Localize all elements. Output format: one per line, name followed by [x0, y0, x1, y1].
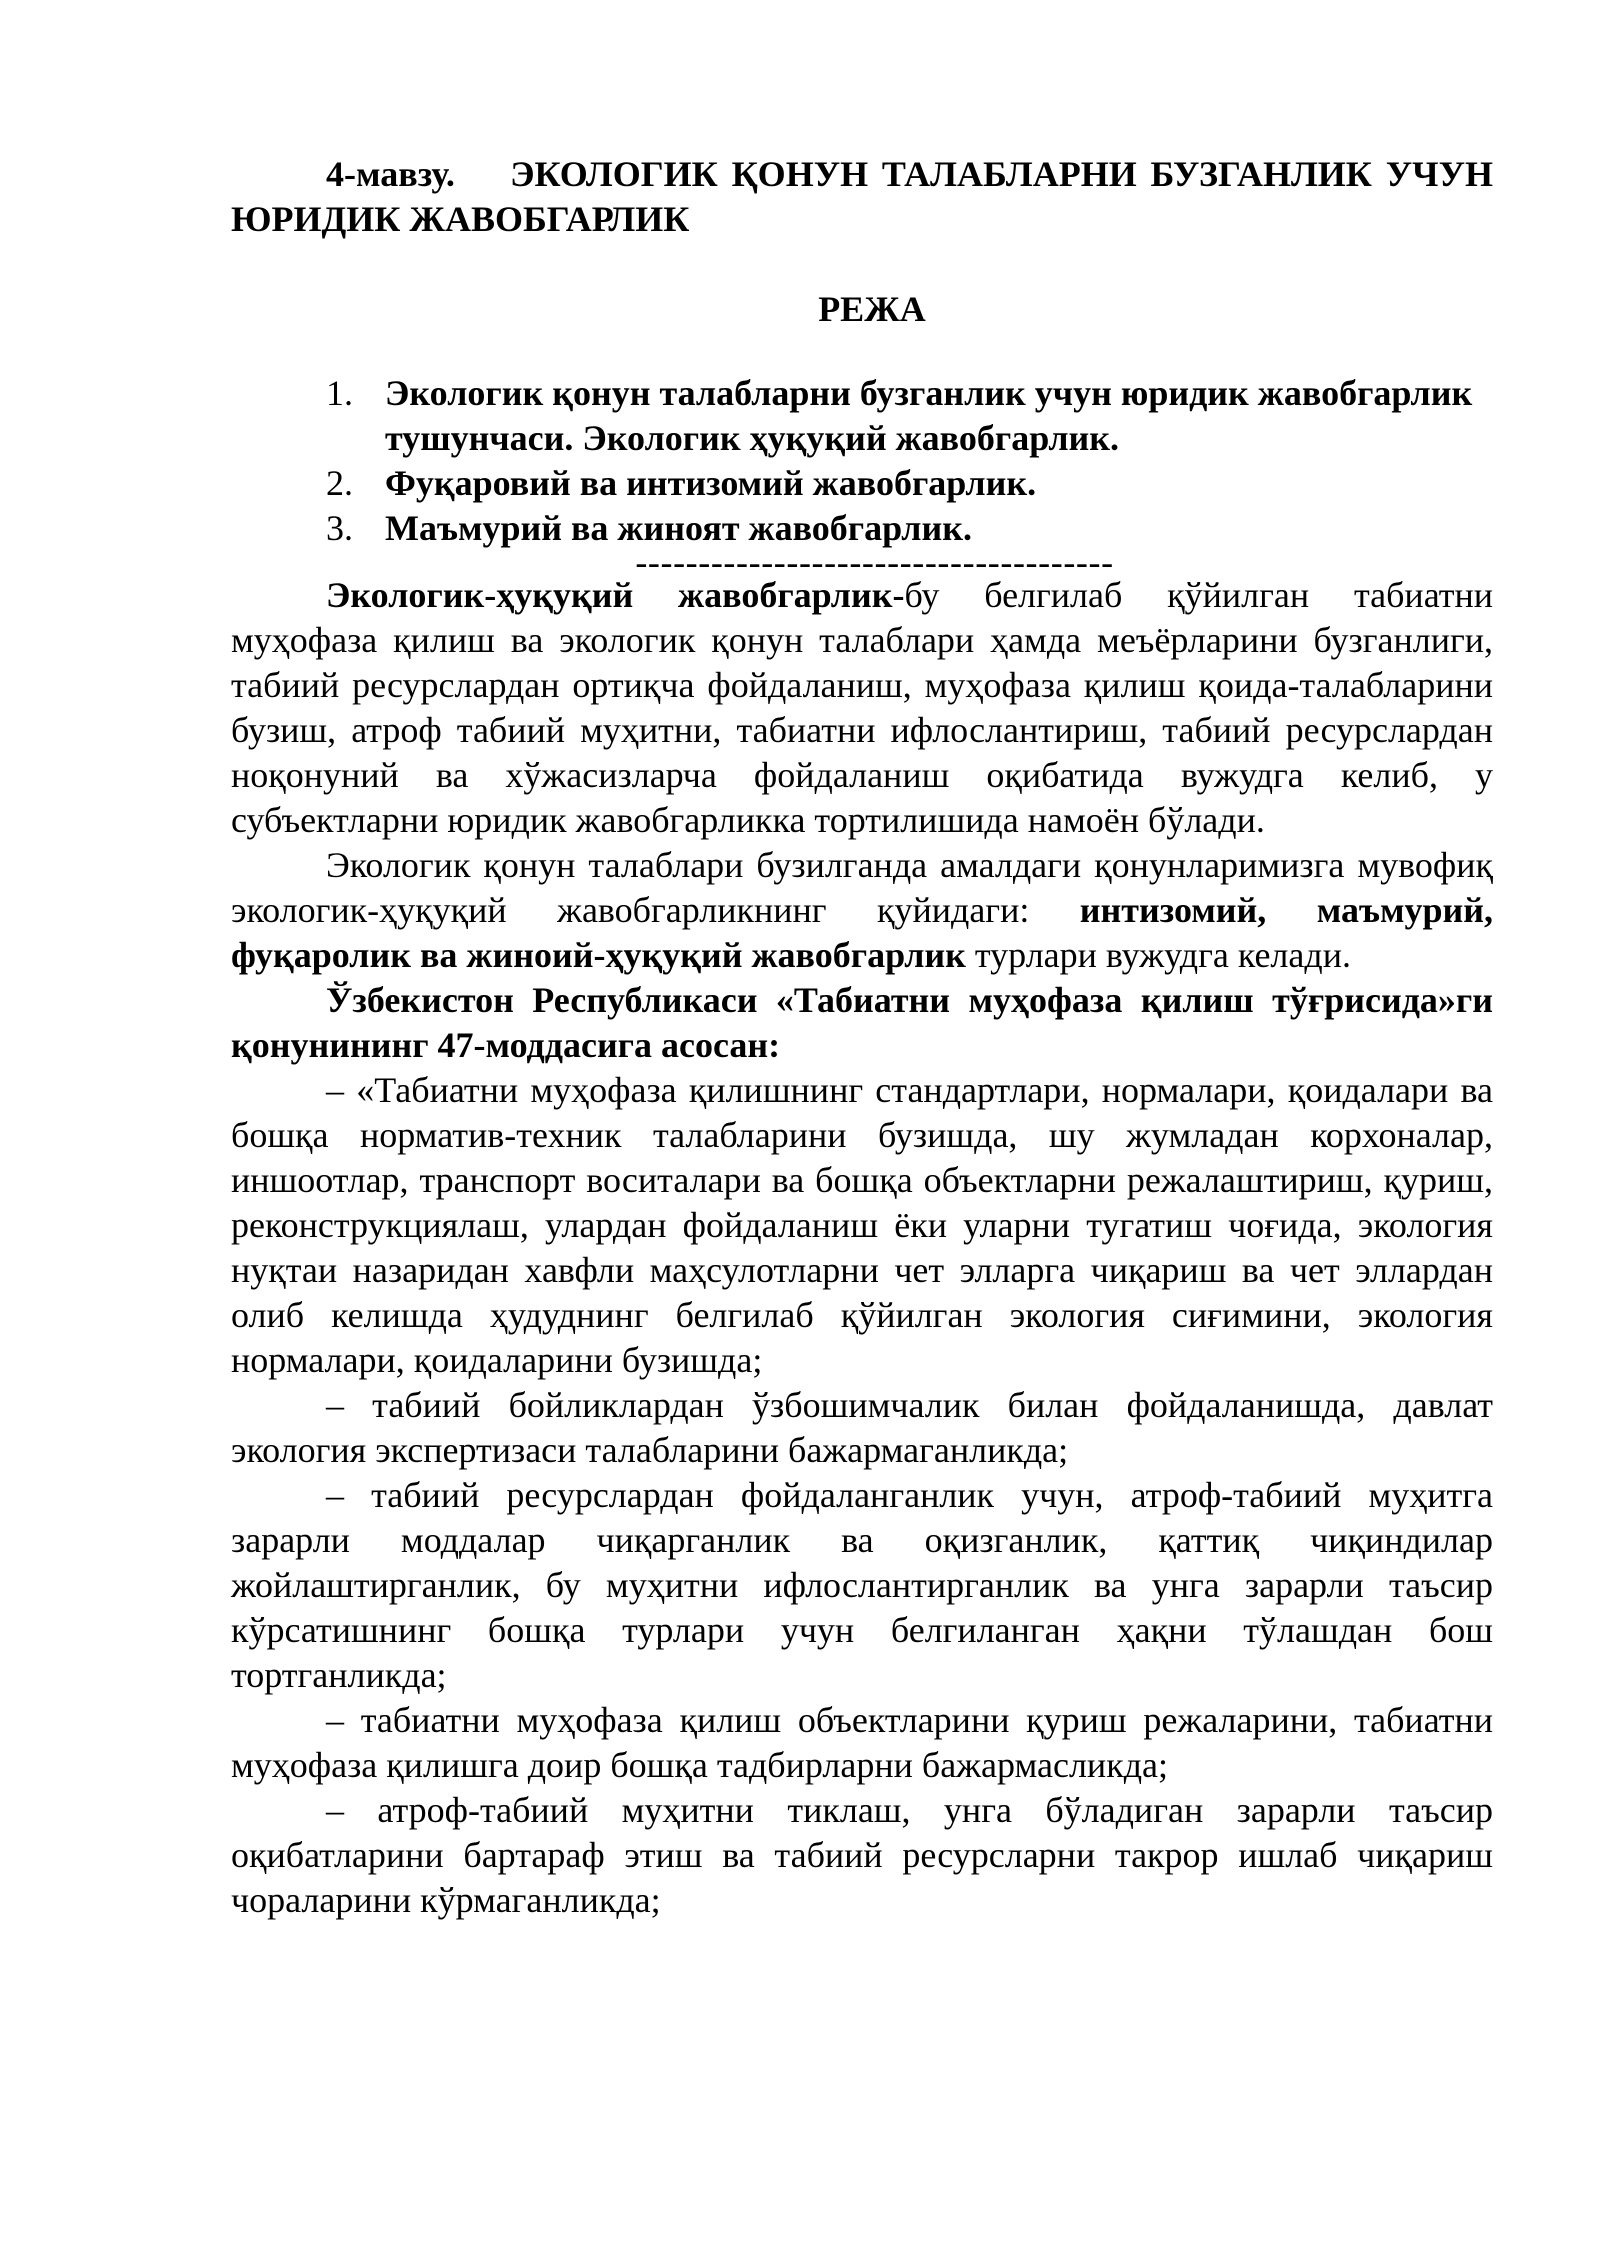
paragraph-standards-violation: – «Табиатни муҳофаза қилишнинг стандартлари, нормалари, қоидалари ва бошқа норматив-техник талабларини бузишда, шу жумладан корхоналар, иншоотлар, транспорт воситалари ва бошқа объектларни режалаштириш, қуриш, реконструкциялаш, улардан фойдаланиш ёки уларни тугатиш чоғида, экология нуқтаи назаридан хавфли маҳсулотларни чет элларга чиқариш ва чет эллардан олиб келишда ҳудуднинг белгилаб қўйилган экология сиғимини, экология нормалари, қоидаларини бузишда; — [231, 1070, 1493, 1380]
document-page — [231, 152, 1493, 1923]
topic-number: 4-мавзу. — [326, 154, 455, 194]
plan-list — [231, 371, 1493, 551]
plan-item — [231, 371, 1493, 461]
liability-outro: турлари вужудга келади. — [965, 935, 1351, 975]
plan-item-text: Маъмурий ва жиноят жавобгарлик. — [385, 508, 972, 548]
definition-text: бу белгилаб қўйилган табиатни муҳофаза қилиш ва экологик қонун талаблари ҳамда меъёрларини бузганлиги, табиий ресурслардан ортиқча фойдаланиш, муҳофаза қилиш қоида-талабларини бузиш, атроф табиий муҳитни, табиатни ифлослантириш, табиий ресурслардан ноқонуний ва хўжасизларча фойдаланиш оқибатида вужудга келиб, у субъектларни юридик жавобгарликка тортилишида намоён бўлади. — [231, 575, 1494, 840]
paragraph-restoration-failure: – атроф-табиий муҳитни тиклаш, унга бўладиган зарарли таъсир оқибатларини бартараф этиш ва табиий ресурсларни такрор ишлаб чиқариш чораларини кўрмаганликда; — [231, 1790, 1493, 1920]
plan-heading: РЕЖА — [818, 289, 926, 329]
plan-item-number: 3. — [326, 508, 353, 548]
liability-intro: Экологик қонун талаблари бузилганда амалдаги қонунларимизга мувофиқ экологик-ҳуқуқий жавобгарликнинг қуйидаги: — [231, 845, 1493, 930]
plan-item-text: Фуқаровий ва интизомий жавобгарлик. — [385, 463, 1037, 503]
plan-item-text: Экологик қонун талабларни бузганлик учун юридик жавобгарлик тушунчаси. Экологик ҳуқуқий жавобгарлик. — [385, 373, 1473, 458]
plan-item-number: 2. — [326, 463, 353, 503]
paragraph-definition — [231, 573, 1493, 843]
liability-types: интизомий, маъмурий, фуқаролик ва жиноий-ҳуқуқий жавобгарлик — [231, 890, 1493, 975]
topic-title: ЭКОЛОГИК ҚОНУН ТАЛАБЛАРНИ БУЗГАНЛИК УЧУН ЮРИДИК ЖАВОБГАРЛИК — [231, 154, 1493, 239]
plan-item — [231, 461, 1493, 506]
plan-item — [231, 506, 1493, 551]
definition-term: Экологик-ҳуқуқий жавобгарлик- — [326, 575, 905, 615]
document-title — [231, 152, 1493, 242]
paragraph-fee-refusal: – табиий ресурслардан фойдаланганлик учун, атроф-табиий муҳитга зарарли моддалар чиқарганлик ва оқизганлик, қаттиқ чиқиндилар жойлаштирганлик, бу муҳитни ифлослантирганлик ва унга зарарли таъсир кўрсатишнинг бошқа турлари учун белгиланган ҳақни тўлашдан бош тортганликда; — [231, 1475, 1493, 1695]
paragraph-liability-types — [231, 843, 1493, 978]
plan-item-number: 1. — [326, 373, 353, 413]
paragraph-law-reference: Ўзбекистон Республикаси «Табиатни муҳофаза қилиш тўғрисида»ги қонунининг 47-моддасига асосан: — [231, 980, 1493, 1065]
paragraph-unauthorized-use: – табиий бойликлардан ўзбошимчалик билан фойдаланишда, давлат экология экспертизаси талабларини бажармаганликда; — [231, 1385, 1493, 1470]
section-separator: -------------------------------------- — [635, 551, 1114, 573]
paragraph-plans-failure: – табиатни муҳофаза қилиш объектларини қуриш режаларини, табиатни муҳофаза қилишга доир бошқа тадбирларни бажармасликда; — [231, 1700, 1493, 1785]
